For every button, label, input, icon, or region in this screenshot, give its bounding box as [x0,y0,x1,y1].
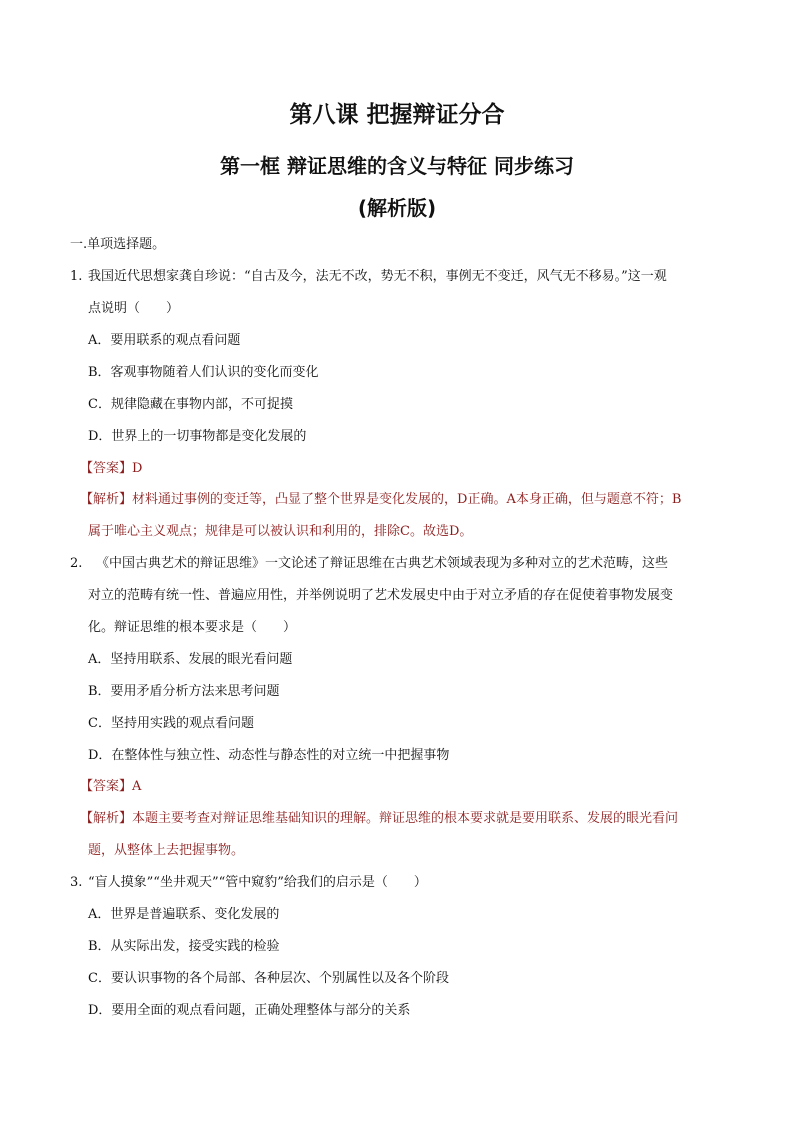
answer-label: 【答案】 [80,461,133,476]
question-number: 2. [70,556,83,571]
question-text-line: 点说明（ ） [88,301,180,316]
option-a: A．世界是普遍联系、变化发展的 [88,907,280,922]
answer-label: 【答案】 [80,779,133,794]
answer-value: A [132,779,142,794]
option-b: B．客观事物随着人们认识的变化而变化 [88,365,319,380]
analysis-line [80,810,678,828]
section-title: 第一框 辩证思维的含义与特征 同步练习 [220,154,574,178]
answer-value: D [132,461,143,476]
question-text-line: 我国近代思想家龚自珍说：“自古及今，法无不改，势无不积，事例无不变迁，风气无不移易。”这一观 [88,269,667,284]
option-c: C．要认识事物的各个局部、各种层次、个别属性以及各个阶段 [88,971,449,986]
version-title: (解析版) [357,196,437,220]
option-d: D．世界上的一切事物都是变化发展的 [88,429,307,444]
option-b: B．从实际出发，接受实践的检验 [88,939,280,954]
question-text-line: 对立的范畴有统一性、普遍应用性，并举例说明了艺术发展史中由于对立矛盾的存在促使着事物发展变 [88,588,674,603]
answer-block [80,460,142,478]
answer-block [80,778,141,796]
analysis-text-line: 题，从整体上去把握事物。 [88,843,245,858]
question-number: 3. [70,875,83,890]
option-c: C．坚持用实践的观点看问题 [88,716,254,731]
option-a: A．要用联系的观点看问题 [88,333,241,348]
analysis-text: 本题主要考查对辩证思维基础知识的理解。辩证思维的根本要求就是要用联系、发展的眼光看问 [132,811,679,826]
analysis-label: 【解析】 [80,811,133,826]
analysis-text: 材料通过事例的变迁等，凸显了整个世界是变化发展的，D正确。A本身正确，但与题意不符；B [132,492,682,507]
question-number: 1. [70,269,83,284]
analysis-line [80,491,681,509]
option-c: C．规律隐藏在事物内部，不可捉摸 [88,397,293,412]
option-a: A．坚持用联系、发展的眼光看问题 [88,652,293,667]
lesson-title: 第八课 把握辩证分合 [289,102,505,128]
analysis-label: 【解析】 [80,492,133,507]
question-text-line: “盲人摸象”“坐井观天”“管中窥豹”给我们的启示是（ ） [88,875,427,890]
option-d: D．要用全面的观点看问题，正确处理整体与部分的关系 [88,1003,411,1018]
section-heading: 一.单项选择题。 [70,237,166,252]
option-b: B．要用矛盾分析方法来思考问题 [88,684,280,699]
question-text-line: 《中国古典艺术的辩证思维》一文论述了辩证思维在古典艺术领域表现为多种对立的艺术范畴，这些 [96,556,669,571]
option-d: D．在整体性与独立性、动态性与静态性的对立统一中把握事物 [88,748,450,763]
question-text-line: 化。辩证思维的根本要求是（ ） [88,620,297,635]
analysis-text-line: 属于唯心主义观点；规律是可以被认识和利用的，排除C。故选D。 [88,524,473,539]
